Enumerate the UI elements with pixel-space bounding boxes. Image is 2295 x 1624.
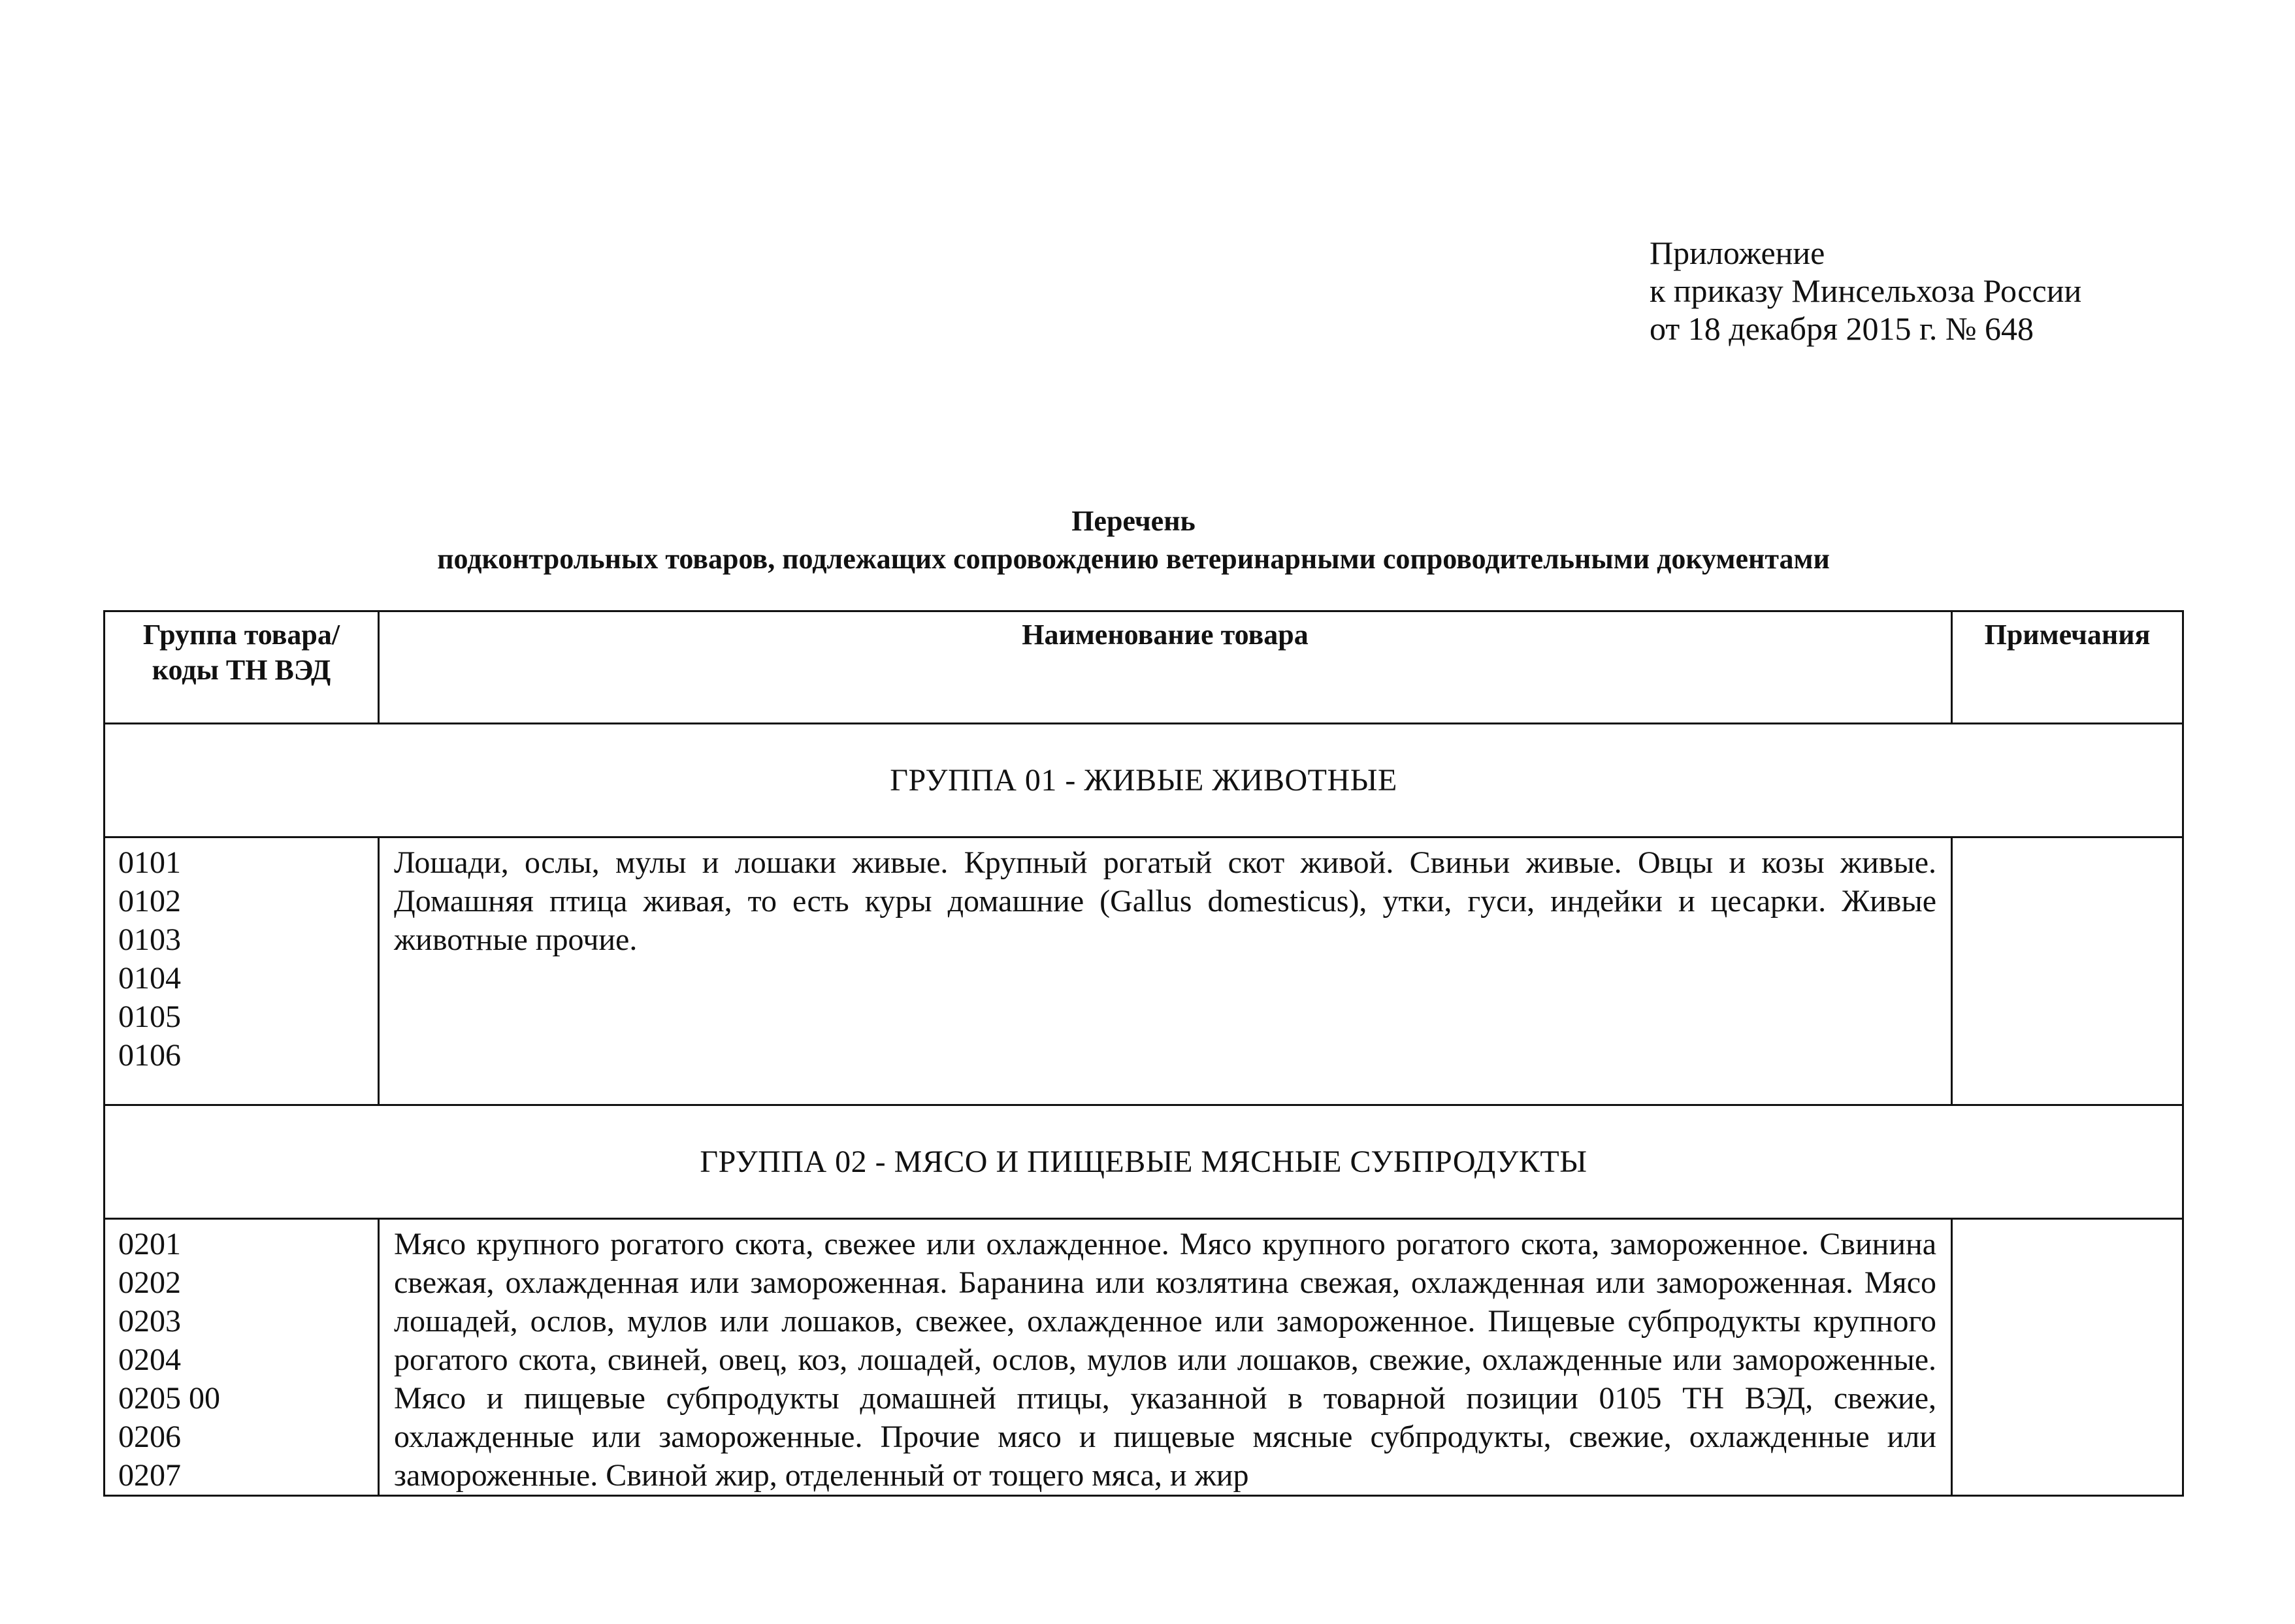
header-name: Наименование товара: [379, 611, 1952, 724]
header-notes: Примечания: [1952, 611, 2183, 724]
code-item: 0201: [118, 1227, 181, 1261]
code-item: 0101: [118, 845, 181, 880]
group-title: ГРУППА 01 - ЖИВЫЕ ЖИВОТНЫЕ: [105, 724, 2183, 837]
code-item: 0203: [118, 1304, 181, 1339]
goods-table: [103, 610, 2184, 1497]
group-codes: [105, 837, 379, 1105]
goods-description: Мясо крупного рогатого скота, свежее или охлажденное. Мясо крупного рогатого скота, замороженное. Свинина свежая, охлажденная или замороженная. Баранина или козлятина свежая, охлажденная или замороженная. Мясо лошадей, ослов, мулов или лошаков, свежее, охлажденное или замороженное. Пищевые субпродукты крупного рогатого скота, свиней, овец, коз, лошадей, ослов, мулов или лошаков, свежие, охлажденные или замороженные. Мясо и пищевые субпродукты домашней птицы, указанной в товарной позиции 0105 ТН ВЭД, свежие, охлажденные или замороженные. Прочие мясо и пищевые мясные субпродукты, свежие, охлажденные или замороженные. Свиной жир, отделенный от тощего мяса, и жир: [379, 1219, 1952, 1496]
appendix-line-3: от 18 декабря 2015 г. № 648: [1650, 310, 2034, 347]
group-title-row: [105, 1105, 2183, 1219]
code-item: 0207: [118, 1458, 181, 1493]
appendix-line-2: к приказу Минсельхоза России: [1650, 272, 2082, 309]
code-item: 0103: [118, 922, 181, 957]
code-item: 0106: [118, 1038, 181, 1073]
goods-description: Лошади, ослы, мулы и лошаки живые. Крупный рогатый скот живой. Свиньи живые. Овцы и козы живые. Домашняя птица живая, то есть куры домашние (Gallus domesticus), утки, гуси, индейки и цесарки. Живые животные прочие.: [379, 837, 1952, 1105]
group-title-row: [105, 724, 2183, 837]
appendix-line-1: Приложение: [1650, 235, 1825, 271]
code-item: 0206: [118, 1420, 181, 1454]
code-item: 0205 00: [118, 1381, 220, 1416]
code-item: 0102: [118, 884, 181, 918]
header-code: [105, 611, 379, 724]
code-item: 0204: [118, 1342, 181, 1377]
code-item: 0104: [118, 961, 181, 996]
group-codes: [105, 1219, 379, 1496]
code-item: 0105: [118, 999, 181, 1034]
goods-notes: [1952, 837, 2183, 1105]
table-row: [105, 1219, 2183, 1496]
header-code-line-1: Группа товара/: [142, 619, 340, 651]
group-title: ГРУППА 02 - МЯСО И ПИЩЕВЫЕ МЯСНЫЕ СУБПРОДУКТЫ: [105, 1105, 2183, 1219]
table-row: [105, 837, 2183, 1105]
appendix-block: [1650, 234, 2081, 348]
code-item: 0202: [118, 1265, 181, 1300]
document-subtitle: подконтрольных товаров, подлежащих сопровождению ветеринарными сопроводительными документами: [437, 543, 1830, 575]
table-header-row: [105, 611, 2183, 724]
header-code-line-2: коды ТН ВЭД: [152, 654, 331, 686]
goods-notes: [1952, 1219, 2183, 1496]
document-title: Перечень: [1071, 505, 1196, 537]
